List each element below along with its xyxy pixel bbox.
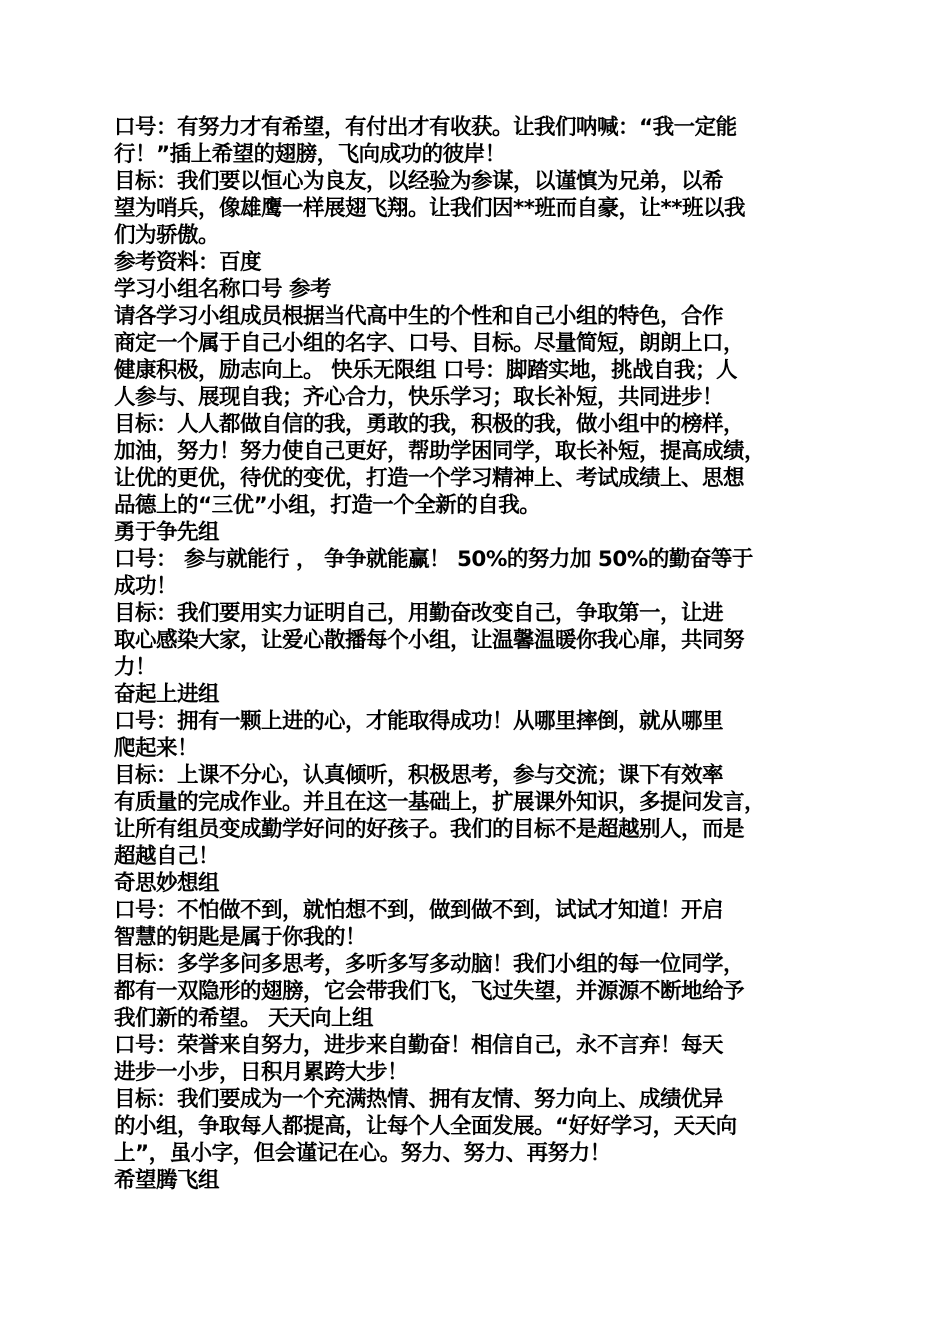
text-line: 请各学习小组成员根据当代高中生的个性和自己小组的特色，合作: [114, 304, 724, 329]
text-line: 都有一双隐形的翅膀，它会带我们飞，飞过失望，并源源不断地给予: [114, 979, 745, 1004]
text-line: 力！: [114, 655, 157, 680]
text-line: 上”，虽小字，但会谨记在心。努力、努力、再努力！: [114, 1141, 611, 1166]
text-line: 成功！: [114, 574, 178, 599]
text-line: 商定一个属于自己小组的名字、口号、目标。尽量简短，朗朗上口，: [114, 331, 745, 356]
text-line: 目标：我们要以恒心为良友，以经验为参谋，以谨慎为兄弟，以希: [114, 169, 724, 194]
text-line: 望为哨兵，像雄鹰一样展翅飞翔。让我们因**班而自豪，让**班以我: [114, 196, 745, 221]
group-heading: 奋起上进组: [114, 682, 220, 707]
text-line: 健康积极，励志向上。 快乐无限组 口号：脚踏实地，挑战自我；人: [114, 358, 737, 383]
text-line: 我们新的希望。 天天向上组: [114, 1006, 373, 1031]
text-line: 们为骄傲。: [114, 223, 220, 248]
text-line: 目标：我们要用实力证明自己，用勤奋改变自己，争取第一，让进: [114, 601, 724, 626]
text-line: 口号：拥有一颗上进的心，才能取得成功！从哪里摔倒，就从哪里: [114, 709, 724, 734]
text-line: 让优的更优，待优的变优，打造一个学习精神上、考试成绩上、思想: [114, 466, 745, 491]
text-line: 的小组，争取每人都提高，让每个人全面发展。“好好学习，天天向: [114, 1114, 737, 1139]
text-line: 品德上的“三优”小组，打造一个全新的自我。: [114, 493, 541, 518]
section-heading: 学习小组名称口号 参考: [114, 277, 331, 302]
text-line: 取心感染大家，让爱心散播每个小组，让温馨温暖你我心扉，共同努: [114, 628, 745, 653]
text-line: 有质量的完成作业。并且在这一基础上，扩展课外知识，多提问发言，: [114, 790, 766, 815]
text-line: 目标：上课不分心，认真倾听，积极思考，参与交流；课下有效率: [114, 763, 724, 788]
text-line: 参考资料：百度: [114, 250, 262, 275]
text-line: 让所有组员变成勤学好问的好孩子。我们的目标不是超越别人，而是: [114, 817, 745, 842]
text-line: 目标：多学多问多思考，多听多写多动脑！我们小组的每一位同学，: [114, 952, 745, 977]
group-heading: 希望腾飞组: [114, 1168, 220, 1193]
text-line: 智慧的钥匙是属于你我的！: [114, 925, 367, 950]
text-line: 行！”插上希望的翅膀，飞向成功的彼岸！: [114, 142, 506, 167]
text-line: 超越自己！: [114, 844, 220, 869]
text-line: 口号：荣誉来自努力，进步来自勤奋！相信自己，永不言弃！每天: [114, 1033, 724, 1058]
group-heading: 勇于争先组: [114, 520, 220, 545]
text-line: 口号：有努力才有希望，有付出才有收获。让我们呐喊：“我一定能: [114, 115, 737, 140]
text-line: 口号： 参与就能行 ， 争争就能赢！ 50%的努力加 50%的勤奋等于: [114, 547, 753, 572]
text-line: 人参与、展现自我；齐心合力，快乐学习；取长补短，共同进步！: [114, 385, 724, 410]
text-line: 爬起来！: [114, 736, 199, 761]
text-line: 进步一小步，日积月累跨大步！: [114, 1060, 409, 1085]
group-heading: 奇思妙想组: [114, 871, 220, 896]
document-body: [114, 114, 846, 1194]
text-line: 口号：不怕做不到，就怕想不到，做到做不到，试试才知道！开启: [114, 898, 724, 923]
text-line: 加油，努力！努力使自己更好，帮助学困同学，取长补短，提高成绩，: [114, 439, 766, 464]
text-line: 目标：我们要成为一个充满热情、拥有友情、努力向上、成绩优异: [114, 1087, 724, 1112]
text-line: 目标：人人都做自信的我，勇敢的我，积极的我，做小组中的榜样，: [114, 412, 745, 437]
